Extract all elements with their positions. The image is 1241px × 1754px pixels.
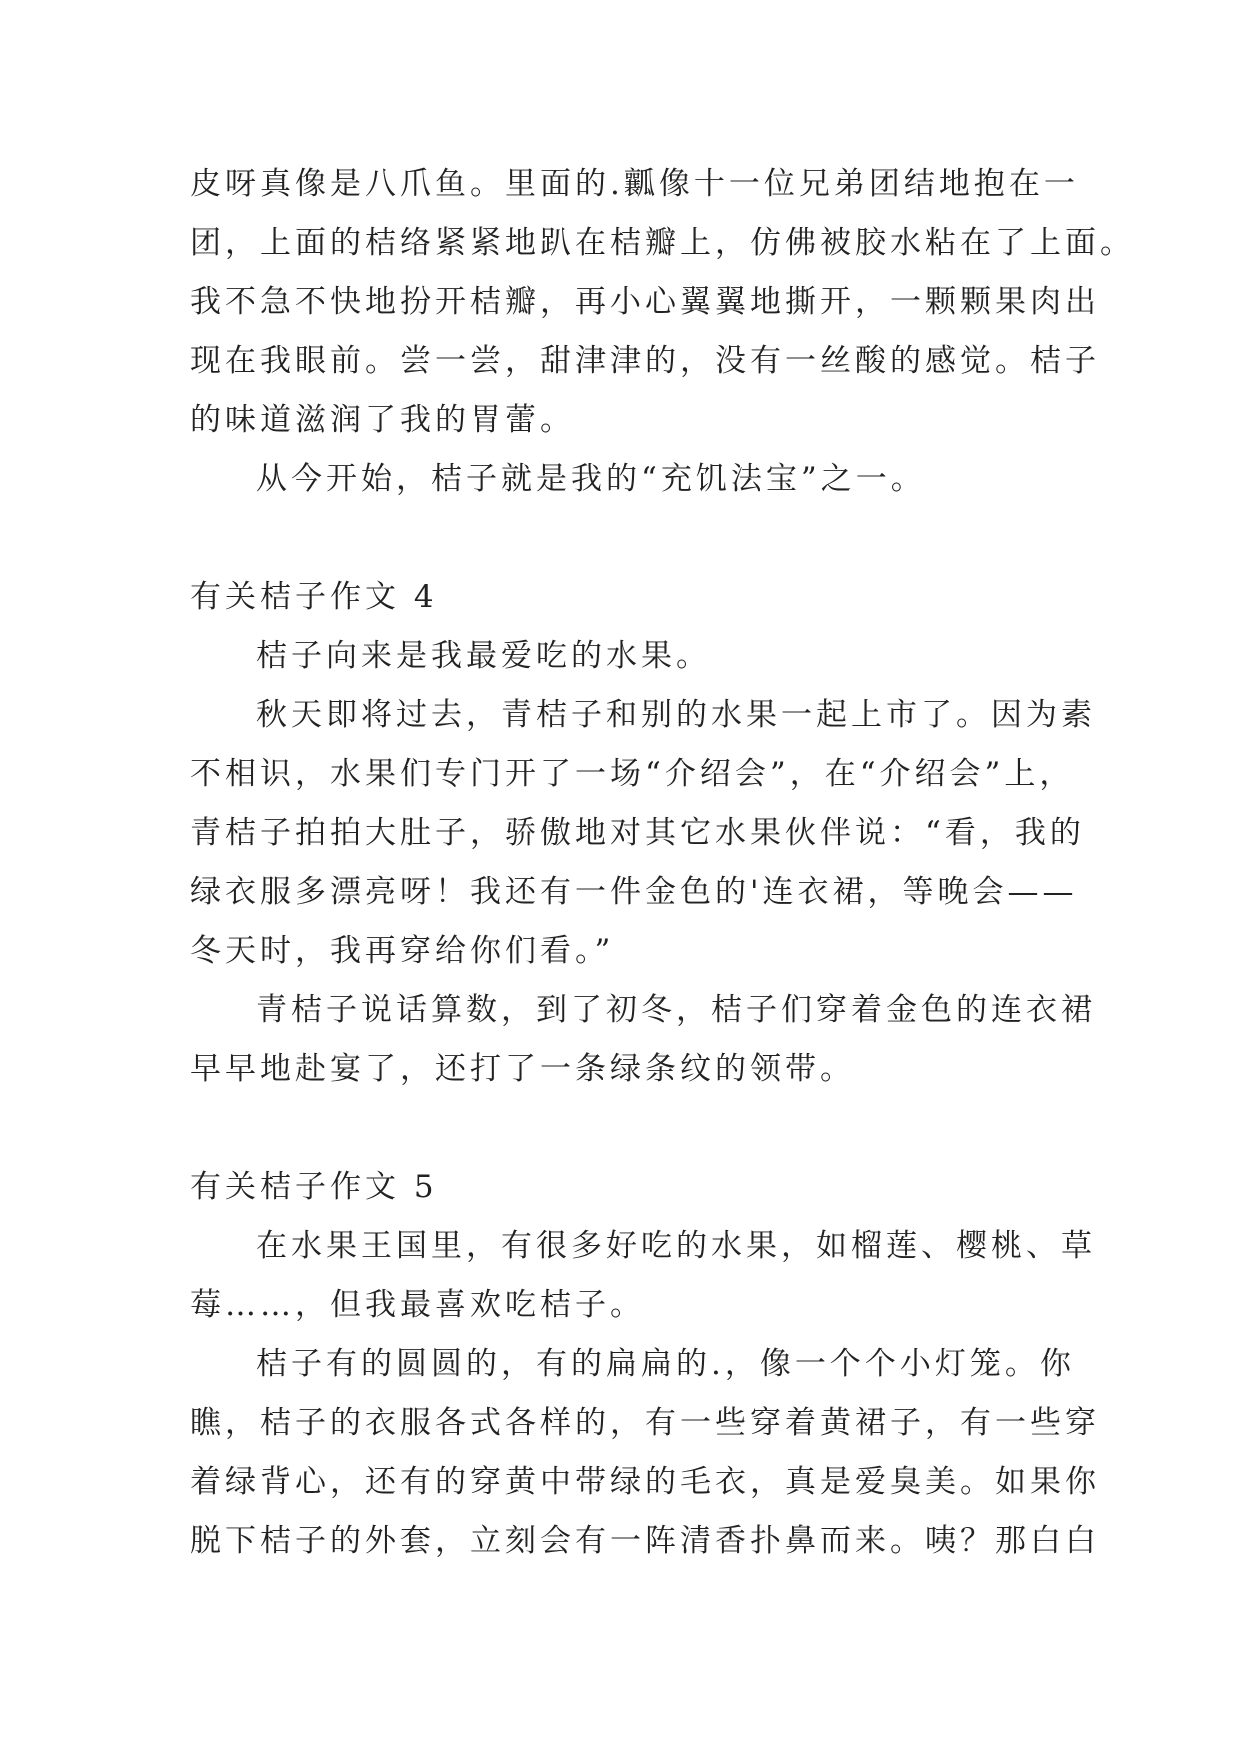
paragraph: 桔子向来是我最爱吃的水果。 — [256, 638, 711, 674]
paragraph — [190, 981, 1096, 1099]
section-gap — [190, 1099, 1060, 1158]
text-line: 脱下桔子的外套，立刻会有一阵清香扑鼻而来。咦？那白白 — [190, 1523, 1100, 1559]
section-heading: 有关桔子作文 4 — [190, 579, 438, 615]
text-line: 秋天即将过去，青桔子和别的水果一起上市了。因为素 — [256, 697, 1096, 733]
text-line: 早早地赴宴了，还打了一条绿条纹的领带。 — [190, 1051, 855, 1087]
paragraph — [190, 686, 1096, 981]
text-line: 莓……，但我最喜欢吃桔子。 — [190, 1287, 645, 1323]
text-line: 团，上面的桔络紧紧地趴在桔瓣上，仿佛被胶水粘在了上面。 — [190, 225, 1135, 261]
text-line: 皮呀真像是八爪鱼。里面的.瓤像十一位兄弟团结地抱在一 — [190, 166, 1079, 202]
document-page — [190, 155, 1135, 1571]
paragraph — [190, 155, 1135, 450]
section-gap — [190, 509, 1060, 568]
text-line: 绿衣服多漂亮呀！我还有一件金色的'连衣裙，等晚会—— — [190, 874, 1078, 910]
text-line: 着绿背心，还有的穿黄中带绿的毛衣，真是爱臭美。如果你 — [190, 1464, 1100, 1500]
text-line: 现在我眼前。尝一尝，甜津津的，没有一丝酸的感觉。桔子 — [190, 343, 1100, 379]
text-line: 瞧，桔子的衣服各式各样的，有一些穿着黄裙子，有一些穿 — [190, 1405, 1100, 1441]
text-line: 青桔子拍拍大肚子，骄傲地对其它水果伙伴说：“看，我的 — [190, 815, 1085, 851]
text-line: 冬天时，我再穿给你们看。” — [190, 933, 615, 969]
text-line: 的味道滋润了我的胃蕾。 — [190, 402, 575, 438]
text-line: 桔子有的圆圆的，有的扁扁的.，像一个个小灯笼。你 — [256, 1346, 1075, 1382]
section-heading: 有关桔子作文 5 — [190, 1169, 438, 1205]
closing-paragraph: 从今开始，桔子就是我的“充饥法宝”之一。 — [256, 461, 926, 497]
paragraph — [190, 1217, 1096, 1335]
text-line: 不相识，水果们专门开了一场“介绍会”，在“介绍会”上， — [190, 756, 1075, 792]
text-line: 在水果王国里，有很多好吃的水果，如榴莲、樱桃、草 — [256, 1228, 1096, 1264]
paragraph — [190, 1335, 1100, 1571]
text-line: 青桔子说话算数，到了初冬，桔子们穿着金色的连衣裙 — [256, 992, 1096, 1028]
text-line: 我不急不快地扮开桔瓣，再小心翼翼地撕开，一颗颗果肉出 — [190, 284, 1100, 320]
